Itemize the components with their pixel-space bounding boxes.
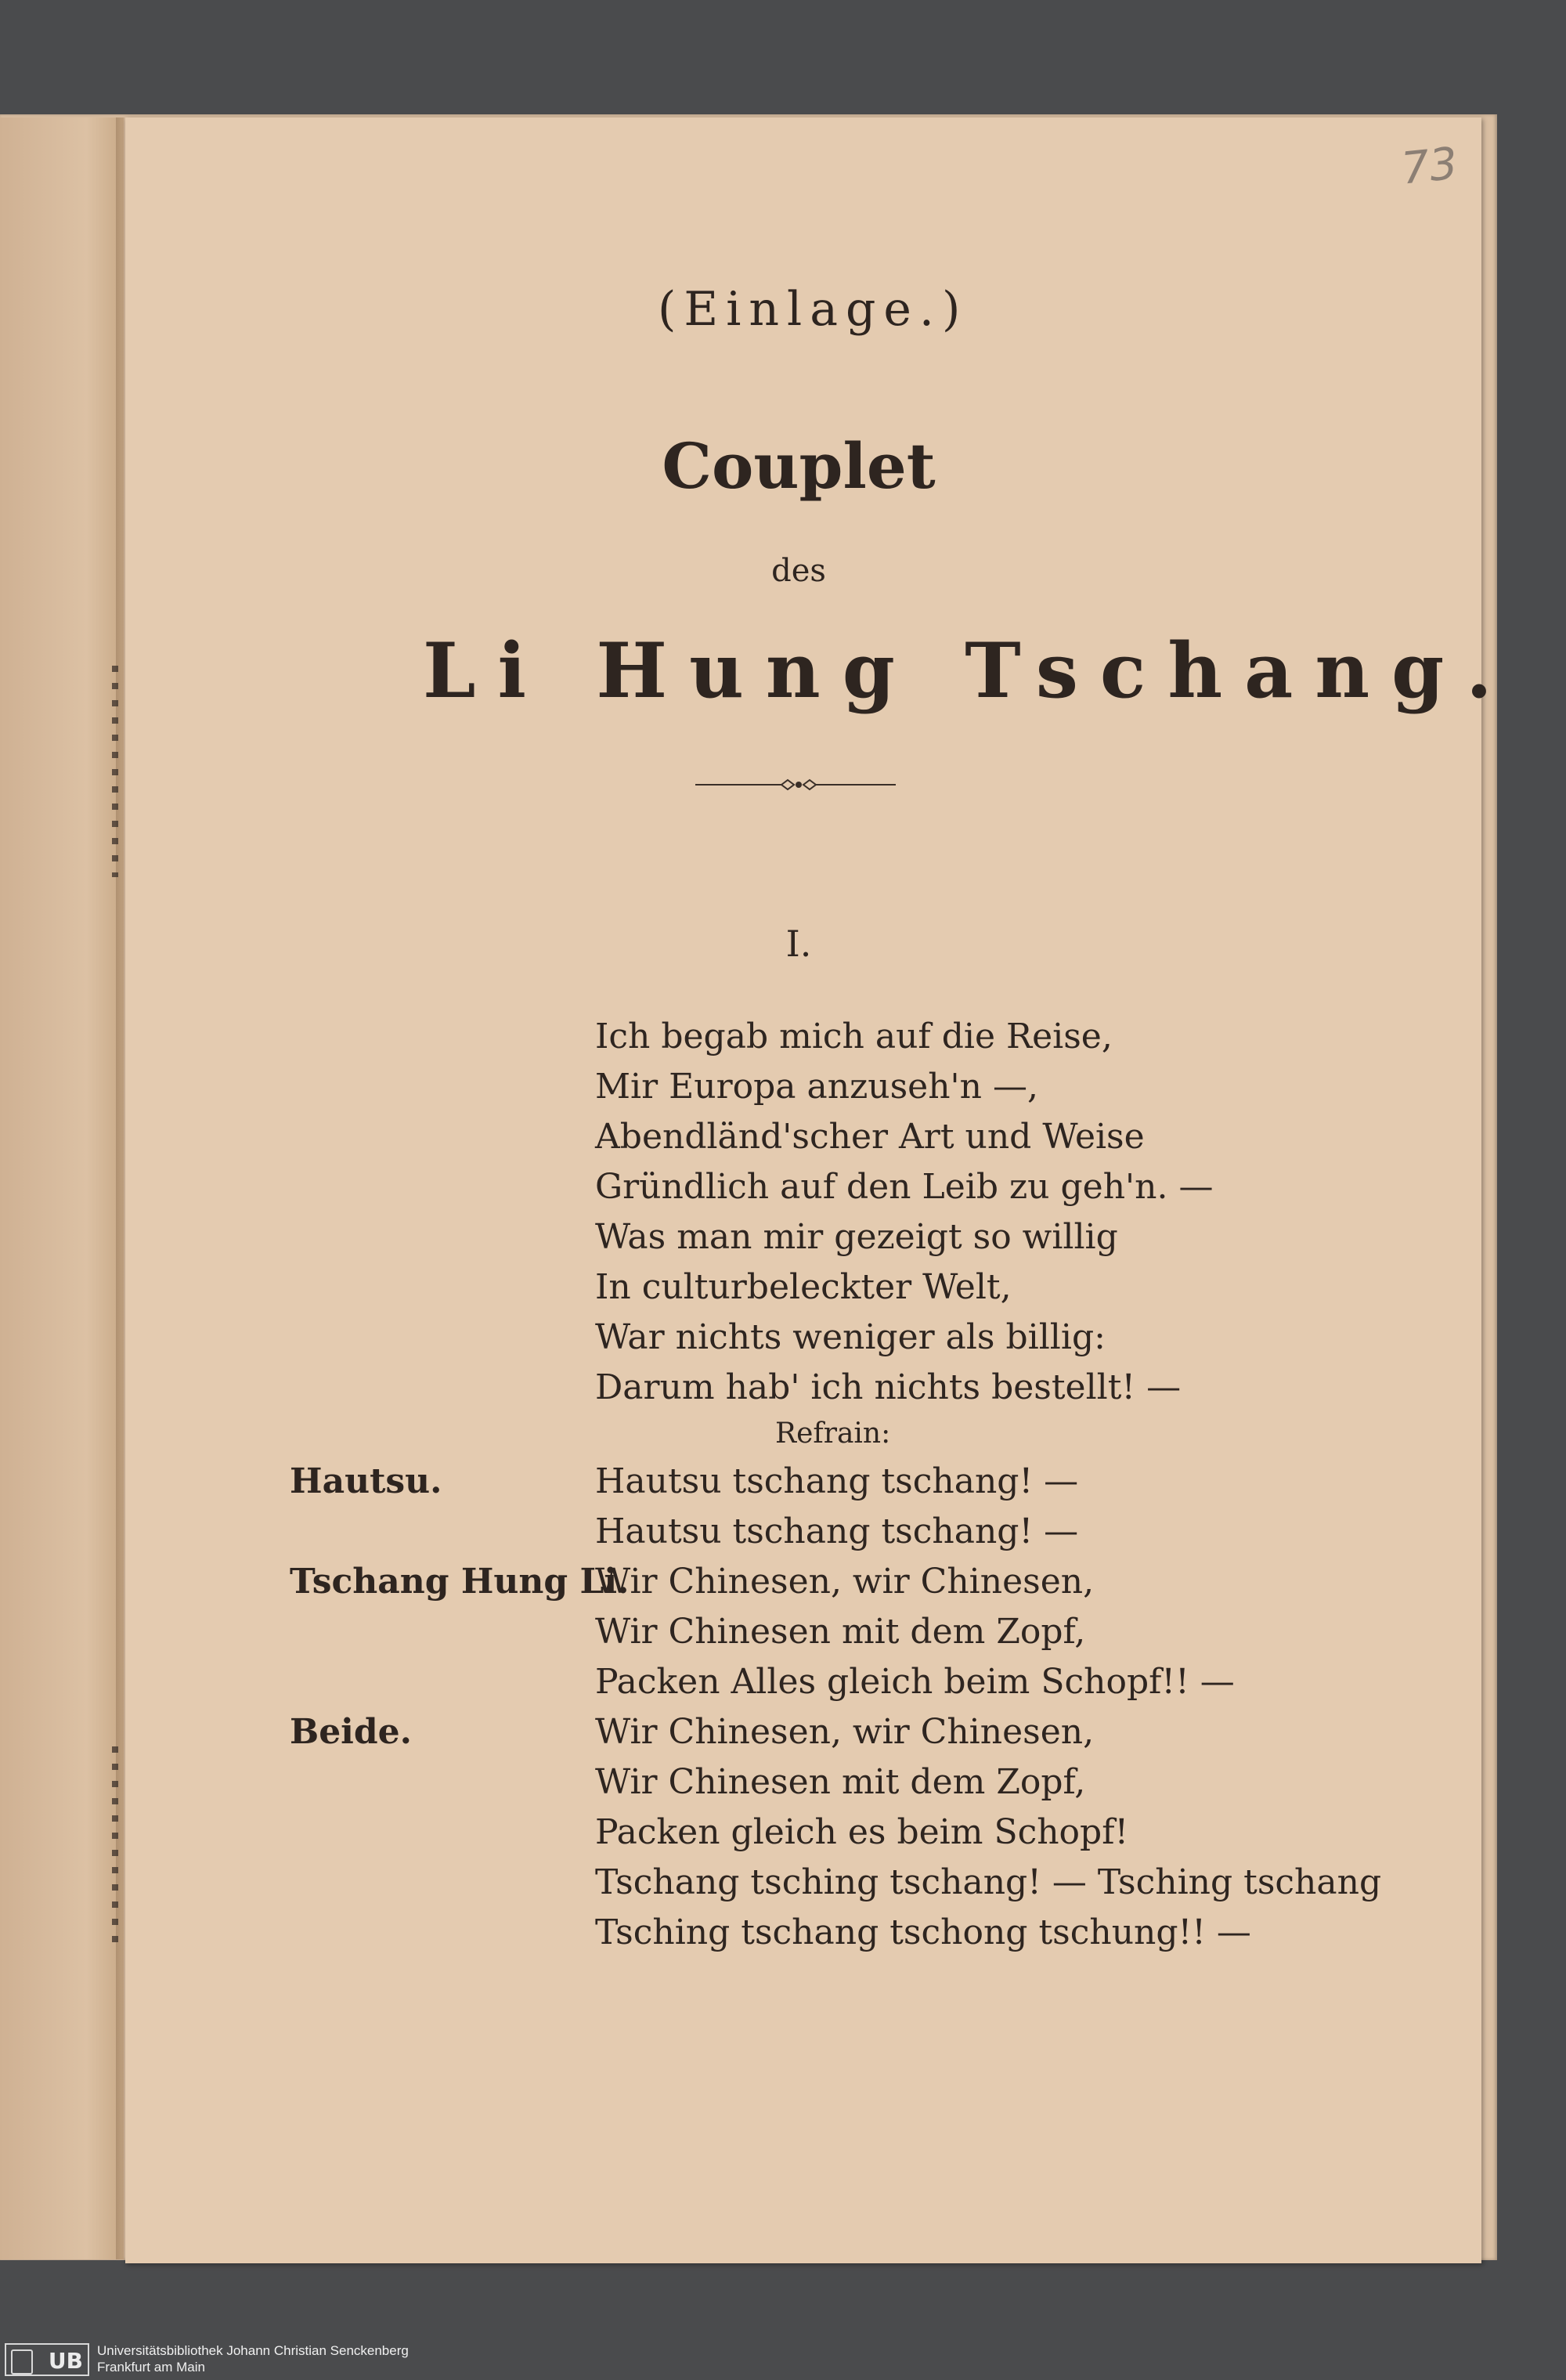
verse-line: Abendländ'scher Art und Weise (595, 1117, 1145, 1157)
refrain-line: Packen gleich es beim Schopf! (595, 1812, 1129, 1852)
refrain-line: Tsching tschang tschong tschung!! — (595, 1912, 1251, 1952)
verse-line: Darum hab' ich nichts bestellt! — (595, 1367, 1182, 1407)
library-logo-icon (11, 2349, 33, 2375)
binding-stitch-bottom (112, 1746, 118, 1950)
title-name: Li Hung Tschang. (423, 627, 1514, 715)
speaker-hautsu: Hautsu. (290, 1461, 442, 1501)
verse-line: In culturbeleckter Welt, (595, 1267, 1012, 1307)
verse-line: War nichts weniger als billig: (595, 1317, 1106, 1357)
insert-heading: (Einlage.) (658, 282, 969, 337)
refrain-label: Refrain: (775, 1418, 891, 1450)
verse-line: Was man mir gezeigt so willig (595, 1217, 1118, 1257)
facing-page-edge (0, 117, 124, 2259)
speaker-beide: Beide. (290, 1712, 412, 1752)
refrain-line: Packen Alles gleich beim Schopf!! — (595, 1662, 1235, 1702)
refrain-line: Wir Chinesen, wir Chinesen, (595, 1712, 1095, 1752)
refrain-line: Hautsu tschang tschang! — (595, 1461, 1079, 1501)
library-logo (5, 2343, 89, 2376)
library-footer (0, 2339, 1566, 2380)
binding-stitch-top (112, 666, 118, 877)
page-title: Couplet (662, 429, 936, 503)
library-name: Universitätsbibliothek Johann Christian Senckenberg (97, 2343, 409, 2358)
verse-line: Mir Europa anzuseh'n —, (595, 1067, 1038, 1107)
divider-ornament (695, 775, 896, 794)
speaker-tschang-hung-li: Tschang Hung Li. (290, 1562, 630, 1602)
refrain-line: Wir Chinesen mit dem Zopf, (595, 1612, 1086, 1652)
verse-line: Ich begab mich auf die Reise, (595, 1017, 1113, 1056)
verse-number: I. (785, 923, 812, 965)
page-number-handwritten: 73 (1398, 138, 1460, 195)
refrain-line: Hautsu tschang tschang! — (595, 1511, 1079, 1551)
verse-line: Gründlich auf den Leib zu geh'n. — (595, 1167, 1214, 1207)
refrain-line: Wir Chinesen, wir Chinesen, (595, 1562, 1095, 1602)
refrain-line: Tschang tsching tschang! — Tsching tschang (595, 1862, 1382, 1902)
library-logo-text: UB (48, 2348, 83, 2374)
library-location: Frankfurt am Main (97, 2360, 205, 2375)
title-connector: des (771, 553, 826, 589)
refrain-line: Wir Chinesen mit dem Zopf, (595, 1762, 1086, 1802)
